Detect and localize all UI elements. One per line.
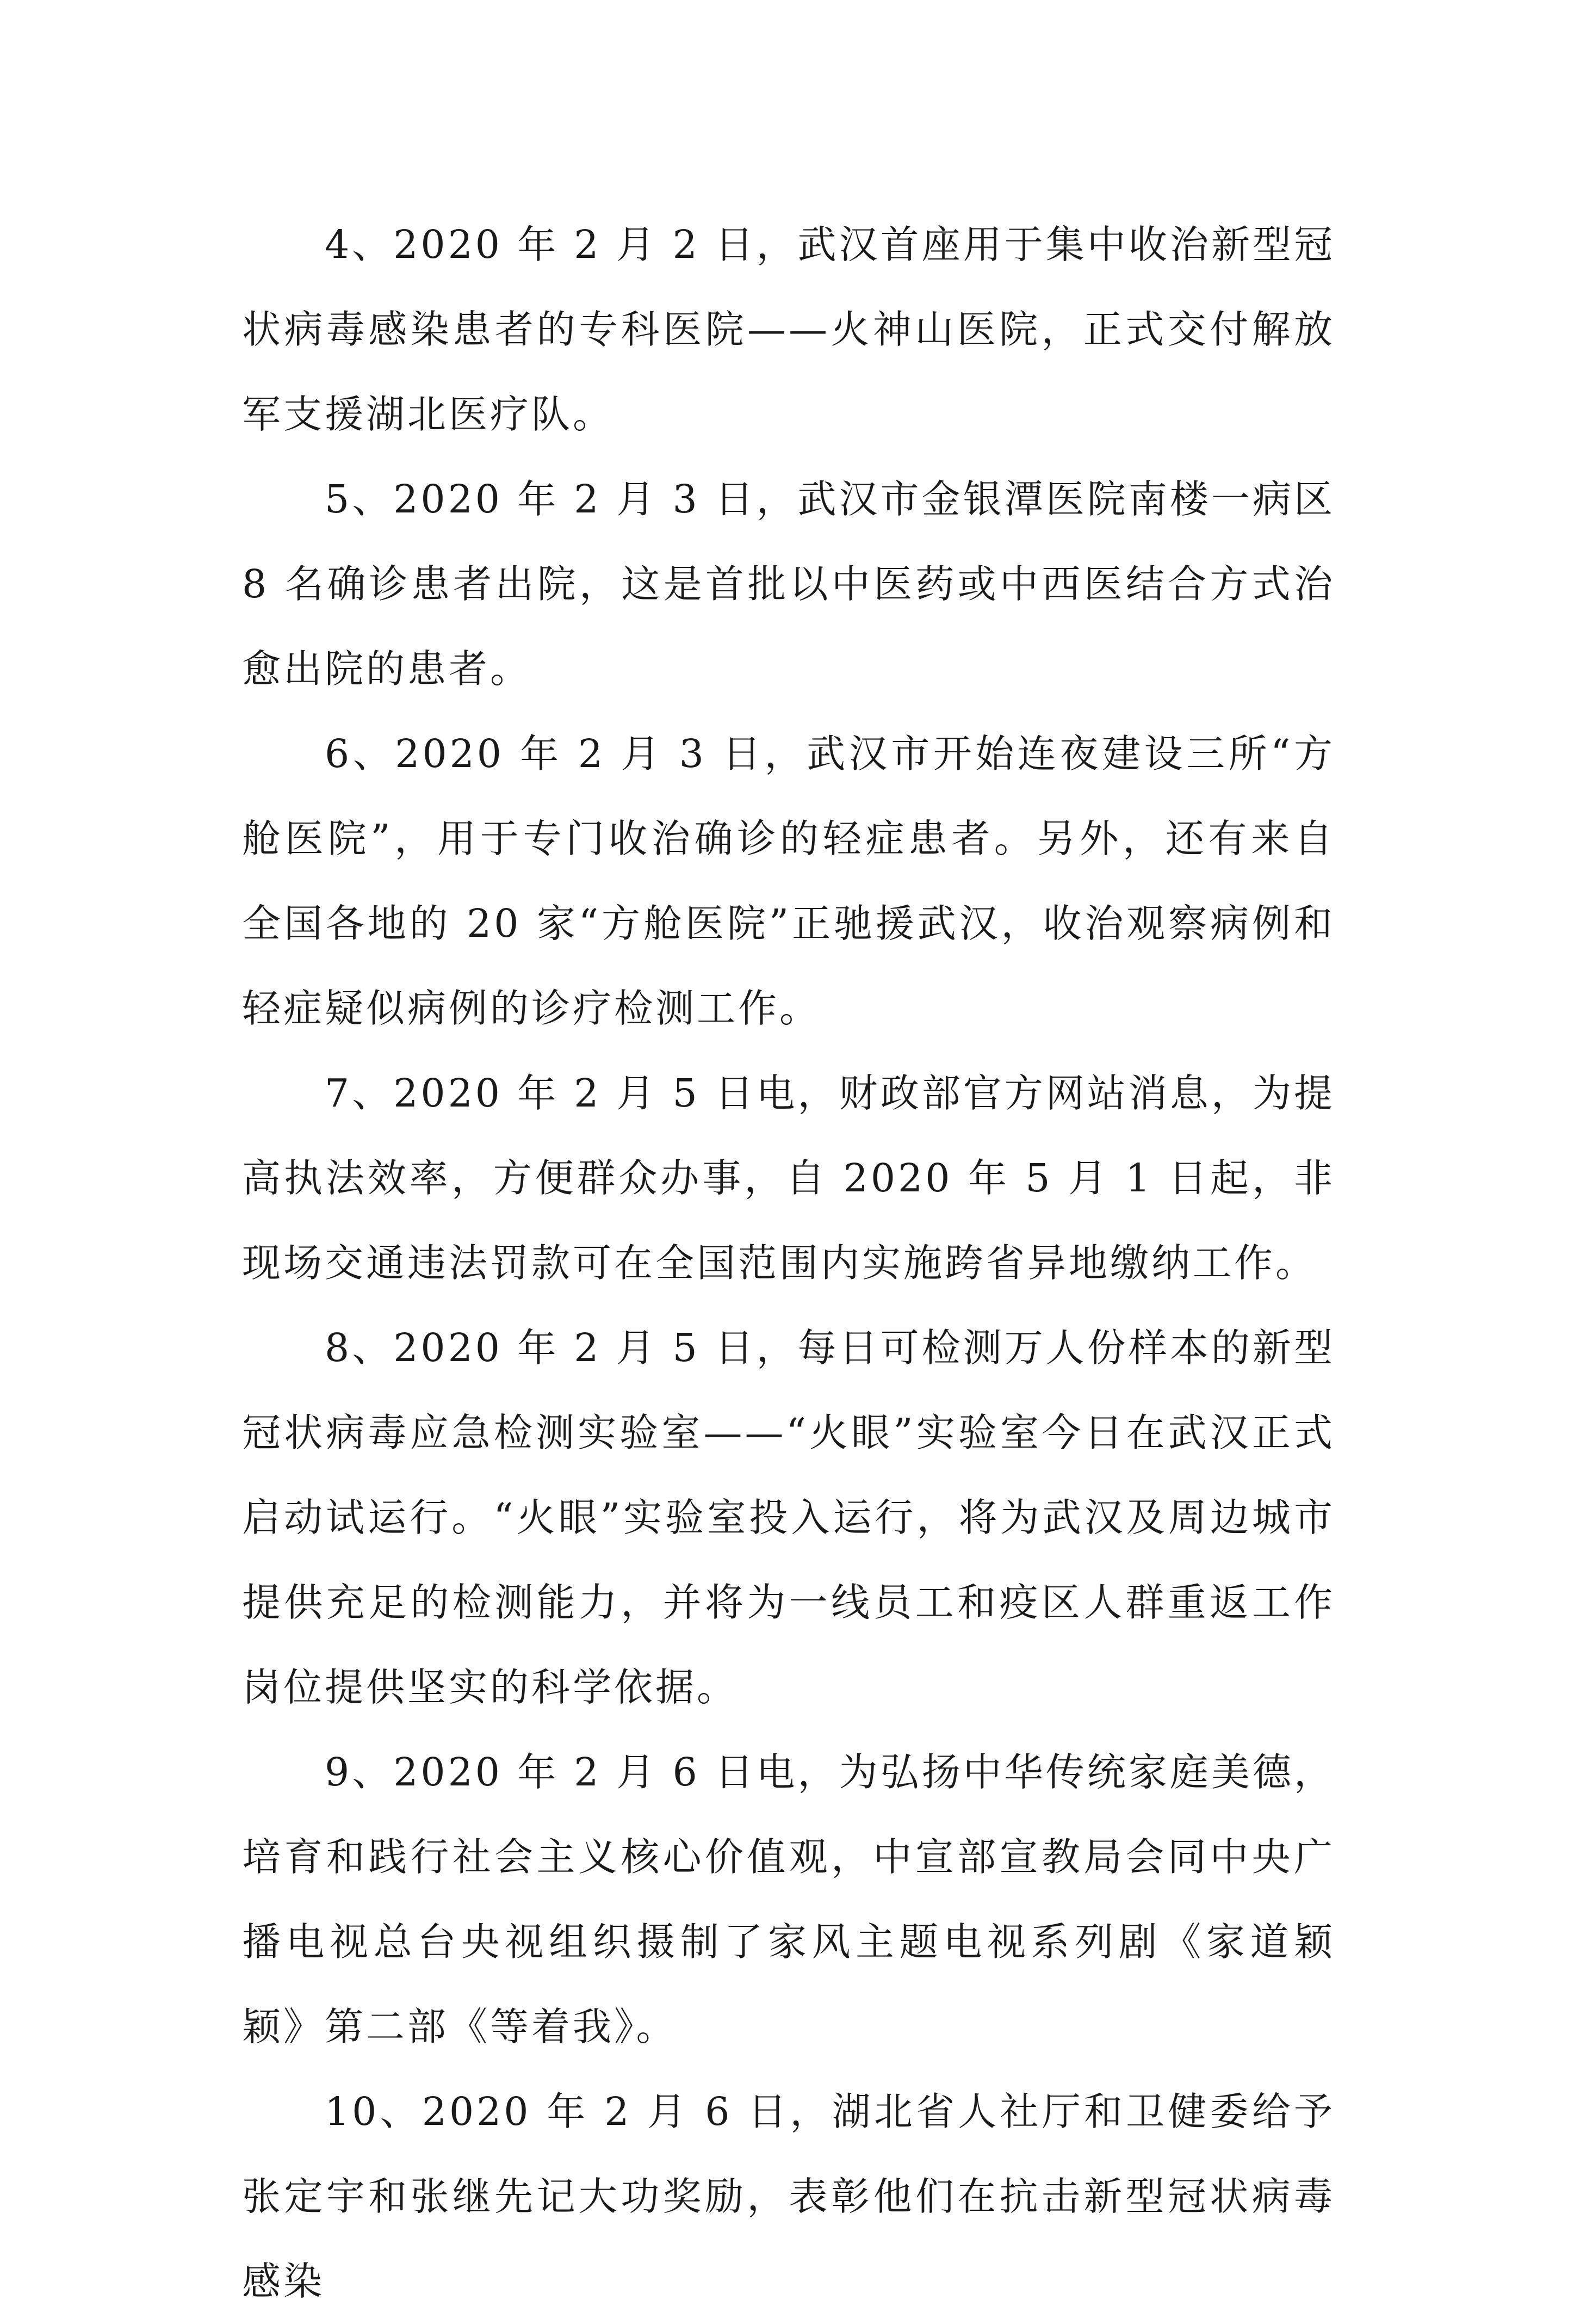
paragraph-item-10: 10、2020 年 2 月 6 日，湖北省人社厅和卫健委给予张定宇和张继先记大功奖励，表彰他们在抗击新型冠状病毒感染 xyxy=(242,2089,1335,2304)
paragraph-item-5: 5、2020 年 2 月 3 日，武汉市金银潭医院南楼一病区 8 名确诊患者出院，这是首批以中医药或中西医结合方式治愈出院的患者。 xyxy=(242,477,1335,691)
paragraph-item-8: 8、2020 年 2 月 5 日，每日可检测万人份样本的新型冠状病毒应急检测实验室——“火眼”实验室今日在武汉正式启动试运行。“火眼”实验室投入运行，将为武汉及周边城市提供充足的检测能力，并将为一线员工和疫区人群重返工作岗位提供坚实的科学依据。 xyxy=(242,1325,1335,1710)
paragraph-item-4: 4、2020 年 2 月 2 日，武汉首座用于集中收治新型冠状病毒感染患者的专科医院——火神山医院，正式交付解放军支援湖北医疗队。 xyxy=(242,222,1335,437)
paragraph-item-6: 6、2020 年 2 月 3 日，武汉市开始连夜建设三所“方舱医院”，用于专门收治确诊的轻症患者。另外，还有来自全国各地的 20 家“方舱医院”正驰援武汉，收治观察病例和轻症疑似病例的诊疗检测工作。 xyxy=(242,731,1335,1031)
paragraph-item-9: 9、2020 年 2 月 6 日电，为弘扬中华传统家庭美德，培育和践行社会主义核心价值观，中宣部宣教局会同中央广播电视总台央视组织摄制了家风主题电视系列剧《家道颖颖》第二部《等着我》。 xyxy=(242,1750,1335,2049)
body-text xyxy=(242,202,1335,2324)
paragraph-item-7: 7、2020 年 2 月 5 日电，财政部官方网站消息，为提高执法效率，方便群众办事，自 2020 年 5 月 1 日起，非现场交通违法罚款可在全国范围内实施跨省异地缴纳工作。 xyxy=(242,1071,1335,1285)
